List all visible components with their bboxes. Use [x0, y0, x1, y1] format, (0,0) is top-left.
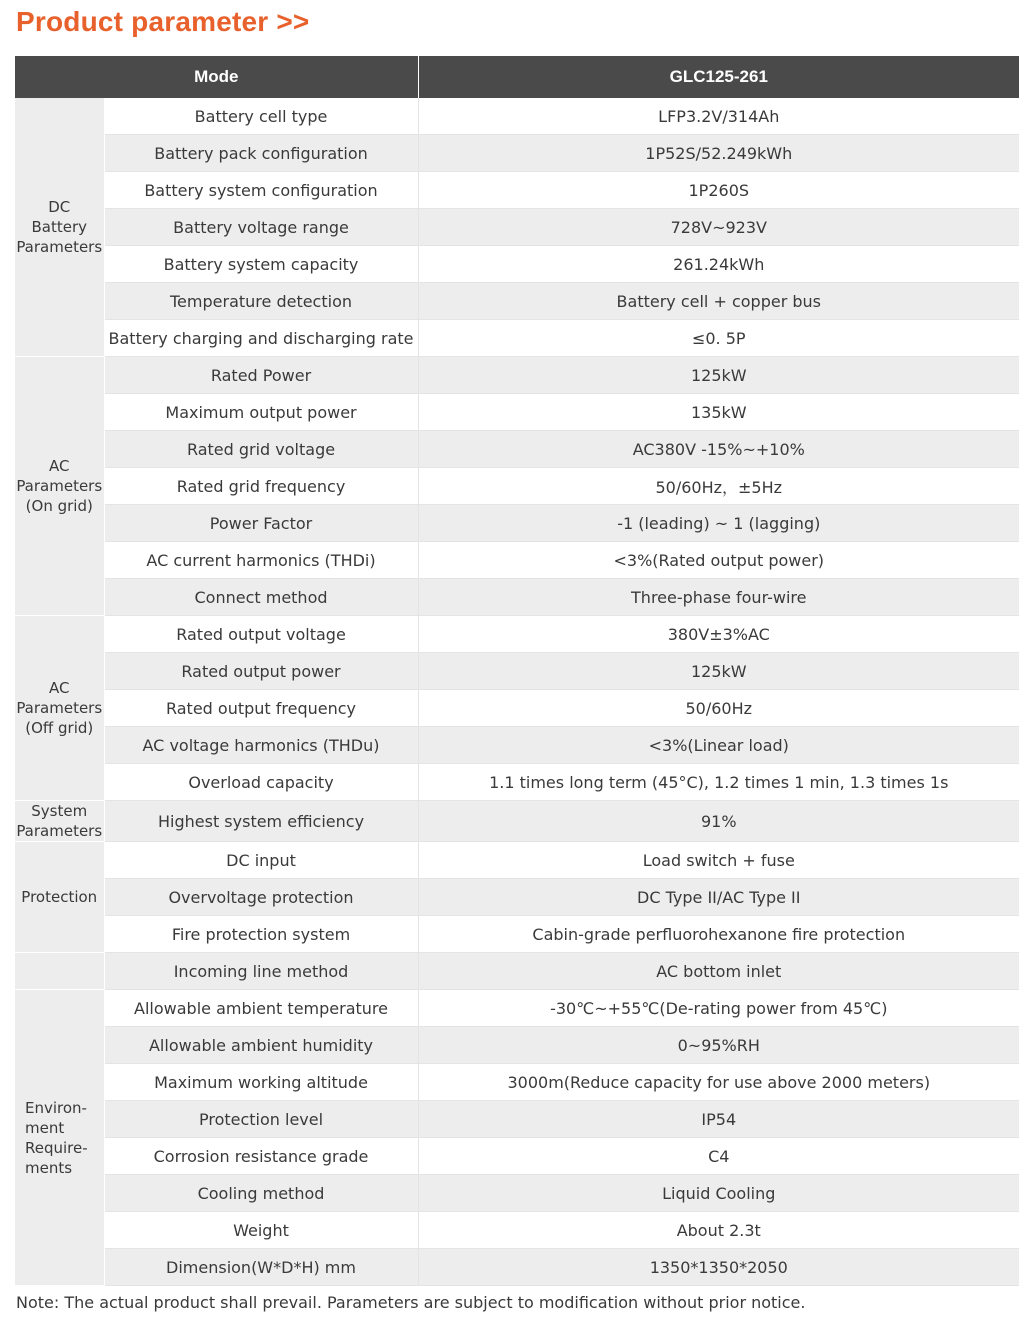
- table-row: [15, 468, 1019, 505]
- table-row: [15, 616, 1019, 653]
- table-row: [15, 505, 1019, 542]
- group-environment: [15, 990, 104, 1286]
- param-value: 261.24kWh: [418, 246, 1019, 283]
- param-name: DC input: [104, 842, 418, 879]
- group-label: (Off grid): [25, 719, 94, 737]
- table-row: [15, 246, 1019, 283]
- table-row: [15, 1101, 1019, 1138]
- table-row: [15, 394, 1019, 431]
- param-name: Battery voltage range: [104, 209, 418, 246]
- param-name: Highest system efficiency: [104, 801, 418, 842]
- param-name: Overload capacity: [104, 764, 418, 801]
- group-protection: [15, 842, 104, 953]
- table-row: [15, 801, 1019, 842]
- param-name: Power Factor: [104, 505, 418, 542]
- param-value: 380V±3%AC: [418, 616, 1019, 653]
- param-value: Battery cell + copper bus: [418, 283, 1019, 320]
- group-label: Environ-: [25, 1098, 87, 1117]
- param-value: 135kW: [418, 394, 1019, 431]
- table-row: [15, 542, 1019, 579]
- param-name: Battery cell type: [104, 98, 418, 135]
- table-row: [15, 842, 1019, 879]
- param-name: Battery system capacity: [104, 246, 418, 283]
- param-value: C4: [418, 1138, 1019, 1175]
- table-row: [15, 283, 1019, 320]
- param-value: AC380V -15%~+10%: [418, 431, 1019, 468]
- param-name: Allowable ambient humidity: [104, 1027, 418, 1064]
- param-name: Rated Power: [104, 357, 418, 394]
- table-row: [15, 98, 1019, 135]
- param-value: 125kW: [418, 653, 1019, 690]
- group-label: (On grid): [25, 497, 93, 515]
- table-row: [15, 579, 1019, 616]
- param-name: Maximum output power: [104, 394, 418, 431]
- table-row: [15, 990, 1019, 1027]
- group-label: AC: [49, 457, 70, 475]
- table-row: [15, 727, 1019, 764]
- param-value: 50/60Hz，±5Hz: [418, 468, 1019, 505]
- param-value: -30℃~+55℃(De-rating power from 45℃): [418, 990, 1019, 1027]
- param-name: Battery pack configuration: [104, 135, 418, 172]
- param-value: About 2.3t: [418, 1212, 1019, 1249]
- param-value: Liquid Cooling: [418, 1175, 1019, 1212]
- param-name: Rated grid voltage: [104, 431, 418, 468]
- disclaimer-note: Note: The actual product shall prevail. Parameters are subject to modification without prior notice.: [16, 1293, 806, 1312]
- param-name: Rated output frequency: [104, 690, 418, 727]
- table-row: [15, 320, 1019, 357]
- param-value: LFP3.2V/314Ah: [418, 98, 1019, 135]
- mode-header: Mode: [15, 56, 418, 98]
- param-value: 1350*1350*2050: [418, 1249, 1019, 1286]
- param-name: Overvoltage protection: [104, 879, 418, 916]
- param-value: 125kW: [418, 357, 1019, 394]
- product-parameter-table: [15, 56, 1019, 1286]
- param-value: DC Type II/AC Type II: [418, 879, 1019, 916]
- table-row: [15, 431, 1019, 468]
- param-value: 1.1 times long term (45°C), 1.2 times 1 min, 1.3 times 1s: [418, 764, 1019, 801]
- param-value: 728V~923V: [418, 209, 1019, 246]
- table-row: [15, 690, 1019, 727]
- group-ac-on-grid: [15, 357, 104, 616]
- table-row: [15, 135, 1019, 172]
- param-name: Protection level: [104, 1101, 418, 1138]
- param-name: Cooling method: [104, 1175, 418, 1212]
- table-row: [15, 1027, 1019, 1064]
- param-name: Rated grid frequency: [104, 468, 418, 505]
- group-dc-battery: [15, 98, 104, 357]
- group-label: DC: [48, 198, 71, 216]
- param-name: Maximum working altitude: [104, 1064, 418, 1101]
- table-header-row: [15, 56, 1019, 98]
- param-name: Dimension(W*D*H) mm: [104, 1249, 418, 1286]
- table-row: [15, 1212, 1019, 1249]
- param-value: ≤0. 5P: [418, 320, 1019, 357]
- param-name: Battery charging and discharging rate: [104, 320, 418, 357]
- param-value: 1P52S/52.249kWh: [418, 135, 1019, 172]
- param-name: AC current harmonics (THDi): [104, 542, 418, 579]
- group-label: ments: [25, 1158, 73, 1177]
- table-row: [15, 764, 1019, 801]
- table-row: [15, 1249, 1019, 1286]
- param-value: 3000m(Reduce capacity for use above 2000 meters): [418, 1064, 1019, 1101]
- group-label: Parameters: [16, 822, 103, 840]
- param-value: Three-phase four-wire: [418, 579, 1019, 616]
- group-label: Require-: [25, 1138, 88, 1157]
- param-value: AC bottom inlet: [418, 953, 1019, 990]
- table-row: [15, 1064, 1019, 1101]
- table-row: [15, 357, 1019, 394]
- param-name: AC voltage harmonics (THDu): [104, 727, 418, 764]
- param-name: Rated output power: [104, 653, 418, 690]
- param-name: Allowable ambient temperature: [104, 990, 418, 1027]
- table-row: [15, 172, 1019, 209]
- param-name: Corrosion resistance grade: [104, 1138, 418, 1175]
- page-title: Product parameter >>: [16, 6, 310, 37]
- param-value: 50/60Hz: [418, 690, 1019, 727]
- param-name: Fire protection system: [104, 916, 418, 953]
- param-value: Load switch + fuse: [418, 842, 1019, 879]
- param-value: 1P260S: [418, 172, 1019, 209]
- param-name: Connect method: [104, 579, 418, 616]
- table-row: [15, 953, 1019, 990]
- group-label: Parameters: [16, 477, 103, 495]
- group-label: Parameters: [16, 238, 103, 256]
- param-name: Incoming line method: [104, 953, 418, 990]
- param-name: Weight: [104, 1212, 418, 1249]
- param-value: 0~95%RH: [418, 1027, 1019, 1064]
- table-row: [15, 879, 1019, 916]
- group-empty: [15, 953, 104, 990]
- group-system: [15, 801, 104, 842]
- model-header: GLC125-261: [418, 56, 1019, 98]
- table-row: [15, 1138, 1019, 1175]
- param-value: <3%(Rated output power): [418, 542, 1019, 579]
- table-row: [15, 1175, 1019, 1212]
- param-value: IP54: [418, 1101, 1019, 1138]
- param-value: 91%: [418, 801, 1019, 842]
- table-row: [15, 653, 1019, 690]
- group-label: AC: [49, 679, 70, 697]
- group-label: System: [31, 802, 88, 820]
- group-label: Parameters: [16, 699, 103, 717]
- param-name: Rated output voltage: [104, 616, 418, 653]
- group-ac-off-grid: [15, 616, 104, 801]
- group-label: ment: [25, 1118, 65, 1137]
- param-name: Battery system configuration: [104, 172, 418, 209]
- param-value: -1 (leading) ~ 1 (lagging): [418, 505, 1019, 542]
- table-row: [15, 209, 1019, 246]
- param-name: Temperature detection: [104, 283, 418, 320]
- group-label: Protection: [21, 888, 98, 906]
- group-label: Battery: [31, 218, 88, 236]
- param-value: Cabin-grade perfluorohexanone fire protection: [418, 916, 1019, 953]
- param-value: <3%(Linear load): [418, 727, 1019, 764]
- table-row: [15, 916, 1019, 953]
